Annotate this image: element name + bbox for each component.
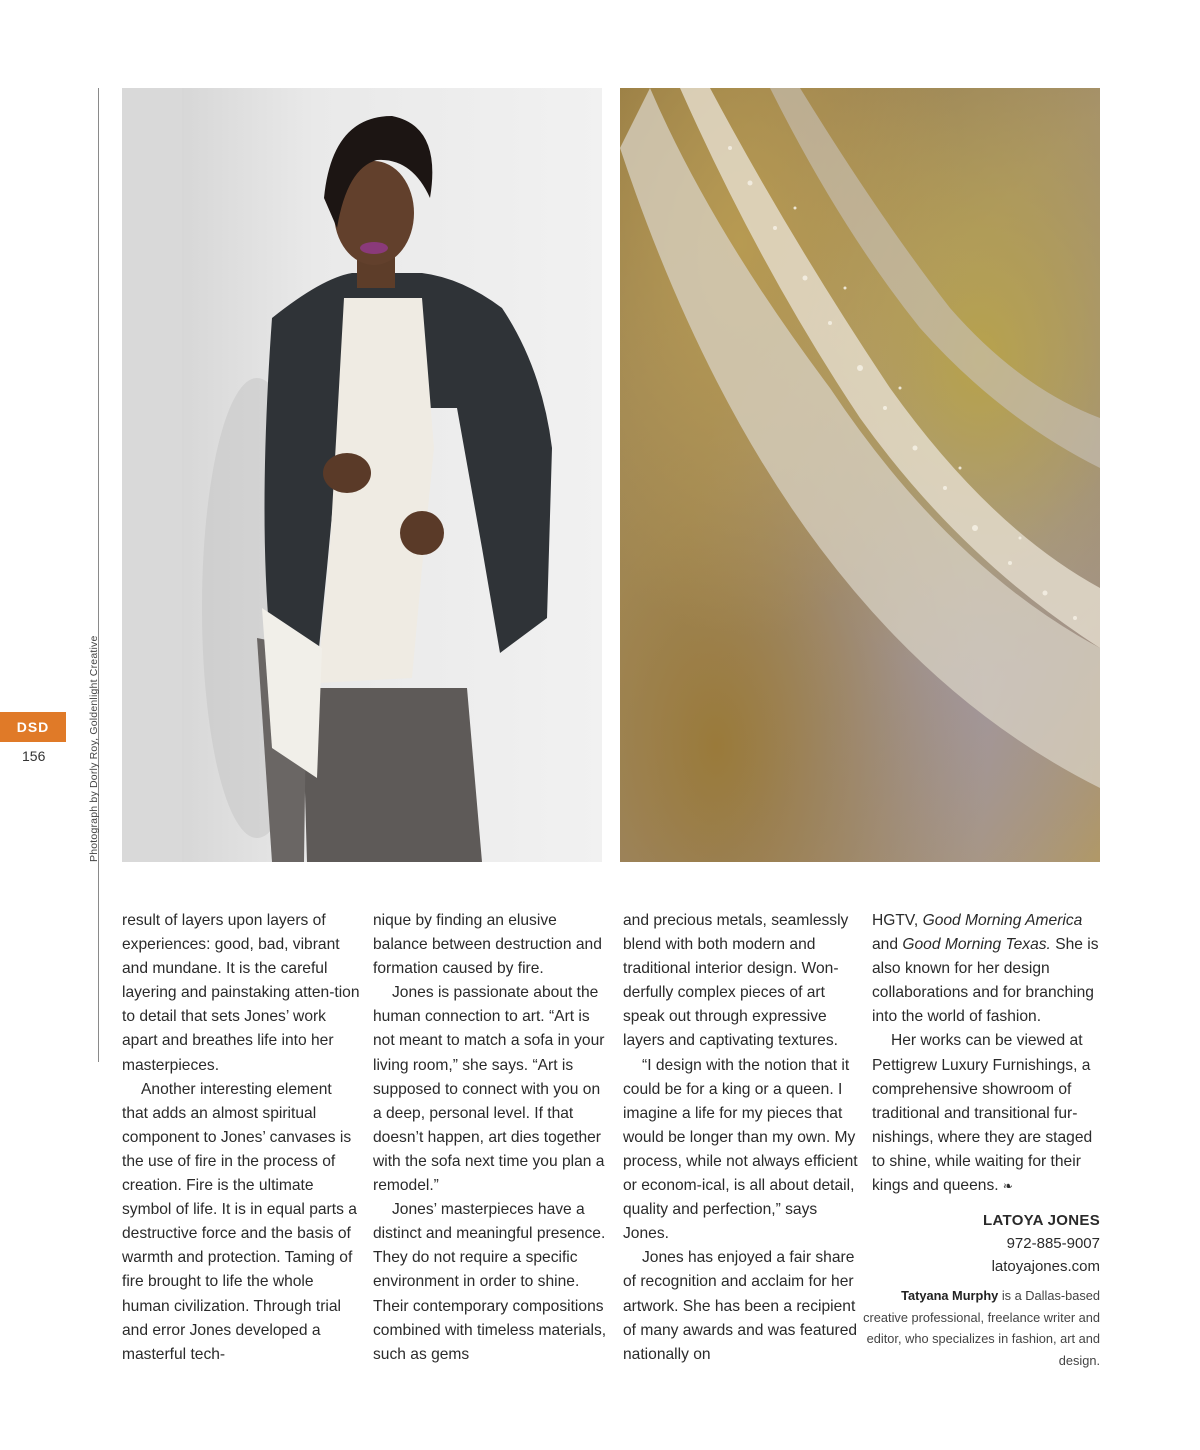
paragraph: Jones is passionate about the human connection to art. “Art is not meant to match a sofa in your living room,” she says. “Art is supposed to connect with you on a deep, personal level. If that doesn’t happen, art dies together with the sofa next time you plan a remodel.” — [373, 984, 605, 1195]
artist-contact — [983, 1209, 1100, 1278]
paragraph: “I design with the notion that it could be for a king or a queen. I imagine a life for my pieces that would be longer than my own. My process, while not always efficient or econom-ical, is all about detail, quality and perfection,” says Jones. — [623, 1056, 858, 1243]
page-number: 156 — [22, 748, 46, 764]
article-column-4 — [872, 909, 1102, 1198]
show-title: Good Morning America — [922, 912, 1083, 929]
contact-website: latoyajones.com — [991, 1258, 1100, 1275]
textured-artwork-photo — [620, 88, 1100, 862]
show-title: Good Morning Texas. — [902, 936, 1051, 954]
end-mark-icon: ❧ — [1002, 1179, 1013, 1194]
paragraph: HGTV, Good Morning America and Good Morning Texas. She is also known for her design collaborations and for branching into the world of fashion. — [872, 912, 1099, 1026]
paragraph: Another interesting element that adds an almost spiritual component to Jones’ canvases is the use of fire in the process of creation. Fire is the ultimate symbol of life. It is in equal parts a destructive force and the basis of warmth and protection. Taming of fire brought to life the whole human civilization. Through trial and error Jones developed a masterful tech- — [122, 1080, 357, 1363]
paragraph: Her works can be viewed at Pettigrew Luxury Furnishings, a comprehensive showroom of traditional and transitional fur-nishings, where they are staged to shine, while waiting for their kings and queens. ❧ — [872, 1032, 1093, 1195]
article-column-3 — [623, 909, 863, 1367]
section-tab: DSD — [0, 712, 66, 742]
margin-rule — [98, 88, 99, 1062]
artwork-texture — [620, 88, 1100, 862]
contact-phone: 972-885-9007 — [1006, 1235, 1100, 1252]
paragraph: result of layers upon layers of experiences: good, bad, vibrant and mundane. It is the careful layering and painstaking atten-tion to detail that sets Jones’ work apart and breathes life into her masterpieces. — [122, 912, 360, 1074]
paragraph: Jones has enjoyed a fair share of recognition and acclaim for her artwork. She has been a recipient of many awards and was featured nationally on — [623, 1249, 858, 1363]
paragraph: nique by finding an elusive balance between destruction and formation caused by fire. — [373, 912, 602, 978]
portrait-illustration — [122, 88, 602, 862]
contact-name: LATOYA JONES — [983, 1212, 1100, 1229]
paragraph: Jones’ masterpieces have a distinct and meaningful presence. They do not require a specific environment in order to shine. Their contemporary compositions combined with timeless materials, such as gems — [373, 1201, 607, 1363]
paragraph: and precious metals, seamlessly blend with both modern and traditional interior design. Won-derfully complex pieces of art speak out through expressive layers and captivating textures. — [623, 912, 849, 1050]
photo-credit: Photograph by Dorly Roy, Goldenlight Creative — [88, 635, 100, 862]
article-column-1 — [122, 909, 362, 1367]
portrait-photo — [122, 88, 602, 862]
author-bio: Tatyana Murphy is a Dallas-based creative professional, freelance writer and editor, who specializes in fashion, art and design. — [863, 1288, 1100, 1368]
author-name: Tatyana Murphy — [901, 1288, 999, 1303]
article-column-2 — [373, 909, 613, 1367]
